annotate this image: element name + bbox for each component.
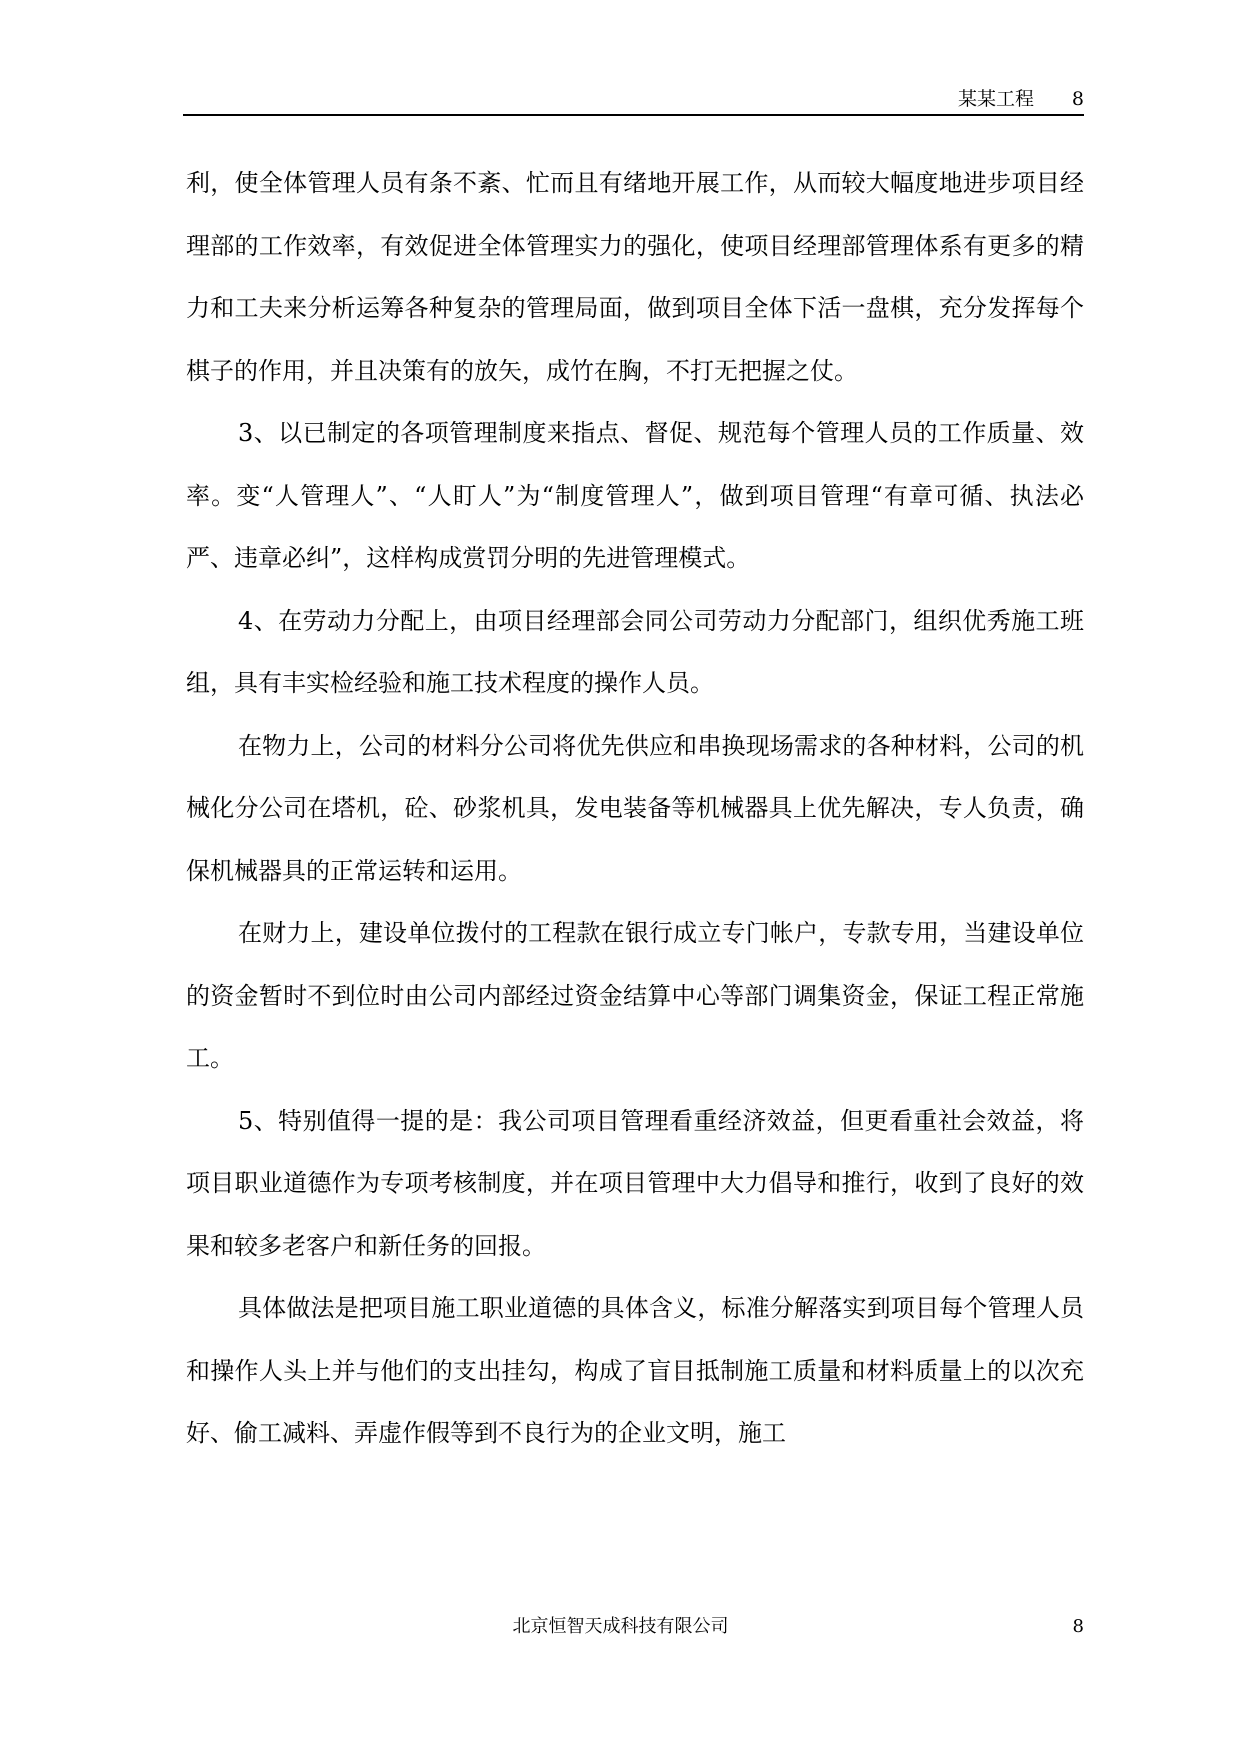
header-page-number: 8: [1071, 88, 1084, 110]
document-body: [186, 152, 1084, 1465]
page-header: [183, 84, 1084, 116]
header-title: 某某工程: [957, 88, 1034, 110]
footer-company: 北京恒智天成科技有限公司: [512, 1616, 729, 1637]
paragraph-continued: 利，使全体管理人员有条不紊、忙而且有绪地开展工作，从而较大幅度地进步项目经理部的工作效率，有效促进全体管理实力的强化，使项目经理部管理体系有更多的精力和工夫来分析运筹各种复杂的管理局面，做到项目全体下活一盘棋，充分发挥每个棋子的作用，并且决策有的放矢，成竹在胸，不打无把握之仗。: [186, 169, 1084, 385]
paragraph-item-4: 4、在劳动力分配上，由项目经理部会同公司劳动力分配部门，组织优秀施工班组，具有丰实检经验和施工技术程度的操作人员。: [186, 606, 1084, 697]
paragraph-method: 具体做法是把项目施工职业道德的具体含义，标准分解落实到项目每个管理人员和操作人头上并与他们的支出挂勾，构成了盲目抵制施工质量和材料质量上的以次充好、偷工减料、弄虚作假等到不良行为的企业文明，施工: [186, 1294, 1084, 1447]
footer-page-number: 8: [1072, 1616, 1084, 1637]
paragraph-material: 在物力上，公司的材料分公司将优先供应和串换现场需求的各种材料，公司的机械化分公司在塔机，砼、砂浆机具，发电装备等机械器具上优先解决，专人负责，确保机械器具的正常运转和运用。: [186, 731, 1084, 885]
paragraph-item-5: 5、特别值得一提的是：我公司项目管理看重经济效益，但更看重社会效益，将项目职业道德作为专项考核制度，并在项目管理中大力倡导和推行，收到了良好的效果和较多老客户和新任务的回报。: [186, 1106, 1084, 1260]
paragraph-finance: 在财力上，建设单位拨付的工程款在银行成立专门帐户，专款专用，当建设单位的资金暂时不到位时由公司内部经过资金结算中心等部门调集资金，保证工程正常施工。: [186, 919, 1084, 1072]
paragraph-item-3: 3、以已制定的各项管理制度来指点、督促、规范每个管理人员的工作质量、效率。变“人管理人”、“人盯人”为“制度管理人”，做到项目管理“有章可循、执法必严、违章必纠”，这样构成赏罚分明的先进管理模式。: [186, 419, 1084, 572]
